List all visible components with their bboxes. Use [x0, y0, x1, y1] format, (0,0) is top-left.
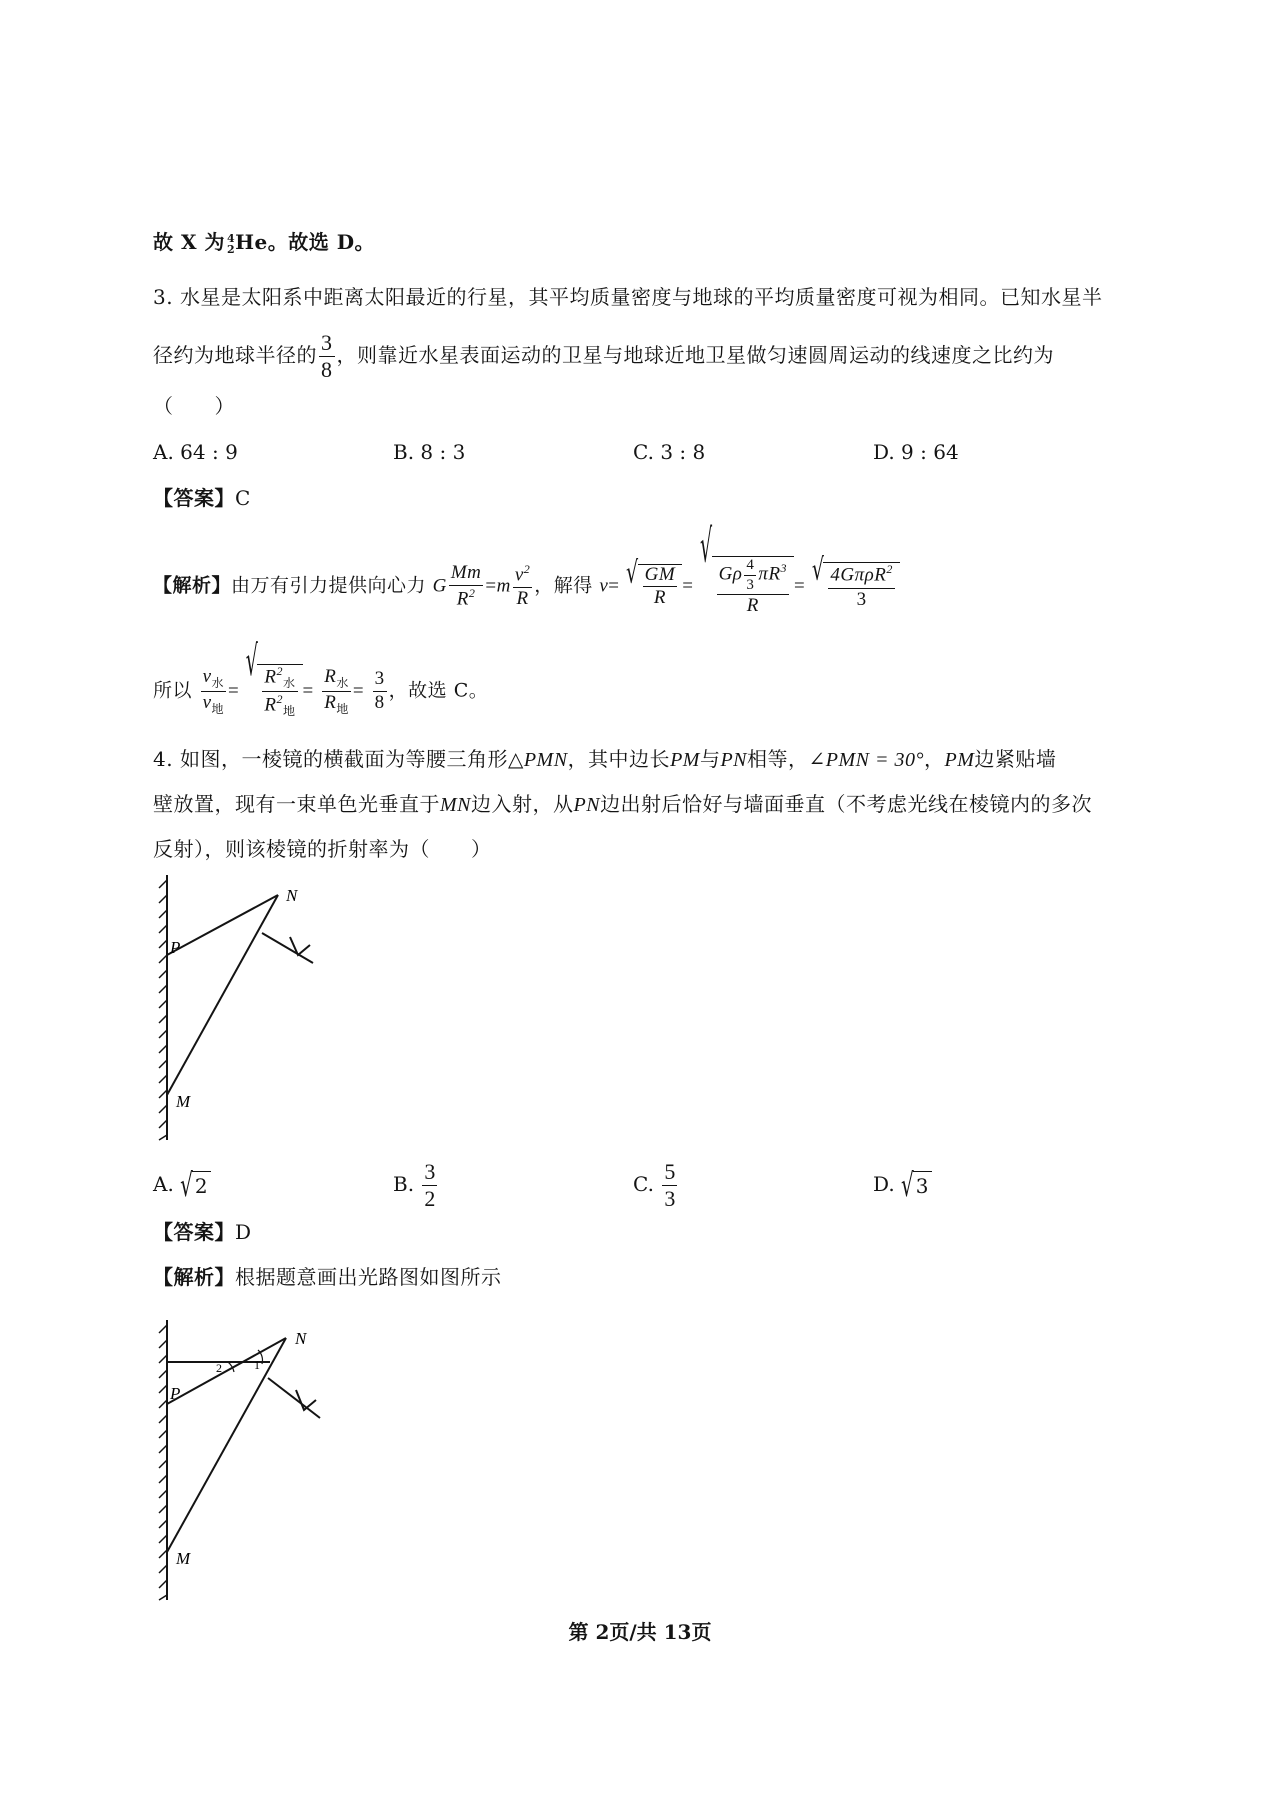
q3-blank: （ ）	[153, 394, 235, 418]
option-value: 8 : 3	[420, 440, 466, 464]
frac-4Gpirho-over-3	[828, 563, 894, 610]
sqrt-R2-ratio	[245, 637, 303, 719]
q4-answer	[153, 1218, 252, 1246]
q4-line1-mid: ，其中边长	[567, 747, 671, 771]
radical-icon: √	[626, 554, 639, 590]
q3-answer	[153, 484, 251, 512]
q4-PN: PN	[573, 794, 601, 816]
option-label: D.	[873, 440, 895, 464]
num-4Gpirho: 4GπρR	[830, 564, 887, 586]
sqrt-density-expression	[699, 520, 794, 617]
q3-ratio-num: 3	[319, 331, 335, 357]
q4-PN: PN	[720, 749, 748, 771]
option-value: 3 : 8	[660, 440, 706, 464]
frac-R2-ratio	[262, 665, 297, 719]
num-v: v	[514, 564, 524, 586]
q4-option-c[interactable]	[633, 1160, 679, 1211]
nuclide-mass: 4	[226, 231, 236, 245]
frac-den: 3	[664, 1186, 676, 1212]
page-footer: 第 2页/共 13页	[568, 1620, 712, 1644]
q3-option-b[interactable]	[393, 438, 465, 466]
frac-den	[455, 586, 478, 610]
nuclide-charge: 2	[226, 242, 236, 256]
incident-ray-arrow-icon	[262, 933, 313, 963]
frac-Mm-over-R2	[449, 563, 484, 610]
frac-den: 2	[424, 1186, 436, 1212]
option-label: B.	[393, 440, 415, 464]
nuclide-symbol: He	[235, 230, 268, 254]
previous-conclusion	[153, 228, 375, 256]
frac-GM-R	[643, 565, 678, 610]
angle-2-label: 2	[216, 1361, 222, 1375]
light-path-figure	[150, 1320, 330, 1605]
label-P: P	[170, 1384, 181, 1403]
frac-den	[201, 692, 226, 716]
frac-num: 4	[744, 557, 756, 576]
num-Grho: Gρ	[718, 563, 743, 585]
q4-angle: ∠PMN = 30°	[808, 749, 924, 771]
q4-comma: ，	[923, 747, 945, 771]
analysis-text: 根据题意画出光路图如图所示	[235, 1265, 502, 1289]
frac-num: GM	[643, 565, 678, 588]
sub-water: 水	[283, 676, 296, 691]
sup-2: 2	[523, 561, 531, 576]
option-sqrt	[180, 1165, 210, 1204]
option-fraction	[422, 1160, 437, 1211]
q3-line2	[153, 331, 1054, 382]
frac-num: 5	[662, 1160, 677, 1186]
den-R: R	[264, 694, 277, 716]
label-P: P	[170, 938, 181, 957]
q3-option-d[interactable]	[873, 438, 959, 466]
answer-value: D	[235, 1220, 252, 1244]
incident-ray-arrow-icon	[268, 1378, 320, 1418]
option-label: C.	[633, 1172, 654, 1197]
sup-2: 2	[886, 562, 893, 577]
q4-analysis	[153, 1263, 502, 1291]
q3-conclusion: ，故选 C。	[388, 679, 489, 702]
radical-icon: √	[180, 1165, 193, 1204]
radicand: 2	[192, 1171, 211, 1200]
sub-water: 水	[336, 675, 349, 690]
radicand	[257, 664, 302, 719]
prism-triangle	[167, 1338, 286, 1552]
option-fraction	[662, 1160, 677, 1211]
radical-icon: √	[245, 637, 259, 687]
frac-den: R	[516, 588, 529, 610]
option-label: A.	[153, 1172, 174, 1196]
eq-sign: =	[352, 680, 365, 702]
angle-1-label: 1	[254, 1358, 260, 1372]
q4-line2-end: 边出射后恰好与墙面垂直（不考虑光线在棱镜内的多次	[600, 792, 1093, 816]
q3-analysis-line	[153, 520, 900, 617]
q4-MN: MN	[440, 794, 471, 816]
q4-line1	[153, 745, 1056, 774]
frac-4-3	[744, 557, 756, 593]
option-label: D.	[873, 1172, 895, 1196]
option-label: A.	[153, 440, 174, 464]
frac-num	[322, 667, 351, 692]
frac-den: R	[653, 587, 666, 609]
sup-2: 2	[276, 692, 283, 707]
frac-v-ratio	[201, 667, 226, 716]
solve-word: ，解得	[534, 574, 593, 597]
q3-option-c[interactable]	[633, 438, 705, 466]
frac-den	[322, 692, 351, 716]
analysis-tag: 【解析】	[153, 1265, 235, 1289]
formula-m: m	[496, 575, 511, 597]
sqrt-final-expression	[811, 552, 900, 610]
label-M: M	[176, 1092, 191, 1111]
frac-num	[828, 563, 894, 588]
q4-line2	[153, 790, 1092, 819]
sup-2: 2	[468, 585, 476, 600]
radical-icon: √	[699, 520, 713, 574]
answer-value: C	[235, 486, 251, 510]
q4-triangle: △PMN	[507, 749, 568, 771]
q3-ratio-line	[153, 637, 489, 719]
q4-line3: 反射），则该棱镜的折射率为（ ）	[153, 837, 492, 861]
frac-density-over-R	[717, 557, 789, 617]
num-v: v	[202, 665, 212, 687]
sub-water: 水	[211, 675, 225, 690]
answer-tag: 【答案】	[153, 486, 235, 510]
eq-sign: =	[682, 575, 694, 597]
frac-3-8	[373, 669, 387, 714]
prev-prefix: 故 X 为	[153, 230, 225, 254]
option-label: B.	[393, 1172, 415, 1197]
prism-figure	[150, 875, 330, 1145]
nuclide-numbers	[227, 233, 235, 255]
label-M: M	[176, 1549, 191, 1568]
den-v: v	[202, 691, 212, 713]
q3-line2-suffix: ，则靠近水星表面运动的卫星与地球近地卫星做匀速圆周运动的线速度之比约为	[336, 343, 1054, 368]
q3-ratio-den: 8	[321, 357, 333, 383]
den-R: R	[456, 588, 469, 610]
so-word: 所以	[153, 679, 193, 702]
frac-num: 3	[422, 1160, 437, 1186]
option-label: C.	[633, 440, 654, 464]
q4-line2-prefix: 壁放置，现有一束单色光垂直于	[153, 792, 440, 816]
option-value: 64 : 9	[180, 440, 238, 464]
wall-icon	[159, 1320, 167, 1600]
q4-line2-mid: 边入射，从	[471, 792, 574, 816]
eq-sign: =	[485, 575, 497, 597]
q4-option-a[interactable]	[153, 1165, 211, 1204]
q3-ratio-fraction	[319, 331, 335, 382]
frac-num	[201, 667, 226, 692]
analysis-text: 由万有引力提供向心力	[231, 574, 427, 597]
q3-line2-prefix: 径约为地球半径的	[153, 343, 317, 368]
option-value: 9 : 64	[901, 440, 959, 464]
num-piR: πR	[758, 563, 781, 585]
num-R: R	[324, 665, 337, 687]
q4-line1-end: 边紧贴墙	[974, 747, 1057, 771]
eq-sign: =	[608, 575, 620, 597]
q4-PM: PM	[944, 749, 975, 771]
sub-earth: 地	[283, 704, 296, 719]
q4-option-d[interactable]	[873, 1165, 932, 1204]
eq-sign: =	[302, 680, 314, 702]
analysis-tag: 【解析】	[153, 574, 232, 597]
prev-suffix: 。故选 D。	[267, 230, 376, 254]
formula-G: G	[432, 575, 447, 597]
frac-R-ratio	[322, 667, 351, 716]
radicand	[638, 564, 683, 610]
sup-2: 2	[276, 664, 283, 678]
sub-earth: 地	[336, 701, 349, 716]
frac-den: 8	[374, 691, 385, 713]
frac-den: 3	[746, 576, 755, 593]
option-sqrt	[901, 1165, 931, 1204]
q4-line1-prefix: 4. 如图，一棱镜的横截面为等腰三角形	[153, 747, 508, 771]
eq-sign: =	[228, 680, 240, 702]
frac-num	[513, 563, 532, 588]
den-R: R	[324, 691, 337, 713]
sub-earth: 地	[211, 701, 225, 716]
radical-icon: √	[811, 552, 825, 588]
frac-num: Mm	[449, 563, 484, 586]
answer-tag: 【答案】	[153, 1220, 235, 1244]
q4-equal: 相等，	[747, 747, 809, 771]
q4-and: 与	[699, 747, 721, 771]
q4-option-b[interactable]	[393, 1160, 439, 1211]
prism-triangle	[167, 895, 278, 1095]
label-N: N	[286, 886, 298, 905]
frac-den: R	[746, 595, 759, 616]
frac-num	[717, 557, 789, 595]
radicand: 3	[913, 1171, 932, 1200]
formula-v: v	[599, 575, 609, 597]
frac-v2-over-R	[513, 563, 532, 610]
q4-PM: PM	[670, 749, 700, 771]
num-R: R	[264, 666, 277, 688]
radicand	[712, 556, 794, 617]
frac-num: 3	[373, 669, 387, 692]
radicand	[823, 562, 899, 610]
sqrt-GM-over-R	[626, 554, 682, 610]
q3-line1: 3. 水星是太阳系中距离太阳最近的行星，其平均质量密度与地球的平均质量密度可视为相同。已知水星半	[153, 285, 1103, 309]
q4-options	[153, 1160, 1153, 1230]
label-N: N	[295, 1329, 307, 1348]
q3-option-a[interactable]	[153, 438, 238, 466]
frac-den	[262, 692, 297, 718]
frac-num	[262, 665, 297, 692]
frac-den: 3	[856, 588, 867, 610]
radical-icon: √	[901, 1165, 914, 1204]
wall-icon	[159, 875, 167, 1140]
eq-sign: =	[794, 575, 806, 597]
sup-3: 3	[780, 561, 788, 576]
